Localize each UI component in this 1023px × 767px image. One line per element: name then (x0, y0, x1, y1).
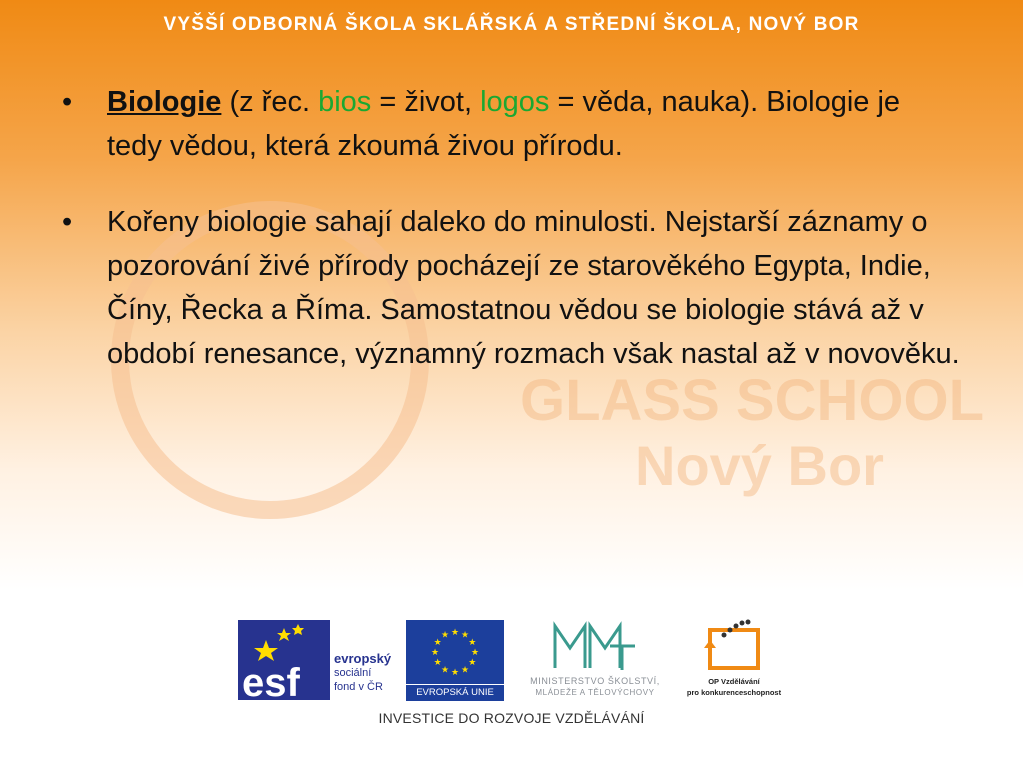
term-bios: bios (318, 86, 372, 118)
esf-line3: fond v ČR (334, 681, 383, 693)
eu-star-icon: ★ (430, 647, 440, 657)
eu-star-icon: ★ (433, 657, 442, 667)
eu-star-icon: ★ (440, 664, 450, 675)
op-mark-icon (678, 618, 790, 674)
slide-content (62, 80, 962, 408)
eu-caption: EVROPSKÁ UNIE (406, 684, 504, 701)
msmt-logo (510, 618, 680, 702)
eu-logo (406, 620, 504, 700)
text-part: = věda, nauka). Biologie je tedy vědou, která zkoumá živou přírodu. (107, 86, 901, 162)
eu-star-icon: ★ (433, 637, 442, 647)
esf-line2: sociální (334, 667, 372, 679)
footer-invest-text: INVESTICE DO ROZVOJE VZDĚLÁVÁNÍ (378, 710, 645, 726)
bullet-marker: • (62, 86, 73, 118)
esf-logo (238, 620, 404, 705)
eu-flag-icon (406, 620, 504, 684)
header-title: VYŠŠÍ ODBORNÁ ŠKOLA SKLÁŘSKÁ A STŘEDNÍ ŠKOLA, NOVÝ BOR (163, 14, 860, 35)
term-biologie: Biologie (107, 86, 222, 118)
esf-mark-text: esf (242, 661, 300, 705)
bullet-marker: • (62, 206, 73, 238)
text-part: (z řec. (221, 86, 319, 118)
bullet-item (62, 200, 962, 376)
eu-star-icon: ★ (440, 629, 450, 640)
eu-star-icon: ★ (460, 629, 470, 640)
text-part: = život, (371, 86, 481, 118)
esf-logo-mark (238, 620, 330, 705)
term-logos: logos (480, 86, 550, 118)
watermark-line2: Nový Bor (635, 434, 884, 497)
op-line1: OP Vzdělávání (708, 677, 760, 686)
msmt-mark-icon (510, 618, 680, 674)
esf-text (334, 652, 391, 694)
esf-line1: evropský (334, 651, 392, 666)
eu-star-icon: ★ (450, 667, 460, 677)
watermark-line1: GLASS SCHOOL (520, 368, 985, 433)
eu-star-icon: ★ (468, 637, 477, 647)
bullet-text: Kořeny biologie sahají daleko do minulosti. Nejstarší záznamy o pozorování živé přírody pocházejí ze starověkého Egypta, Indie, Číny, Řecka a Říma. Samostatnou vědou se biologie stává až v období renesance, významný rozmach však nastal až v novověku. (107, 206, 960, 370)
bullet-item (62, 80, 962, 168)
op-line2: pro konkurenceschopnost (686, 688, 782, 697)
bullet-text (107, 80, 962, 168)
eu-star-icon: ★ (468, 657, 477, 667)
op-logo (678, 618, 790, 702)
msmt-line1: MINISTERSTVO ŠKOLSTVÍ, (530, 676, 660, 686)
op-label (678, 676, 790, 698)
eu-star-icon: ★ (470, 647, 480, 657)
eu-star-icon: ★ (460, 664, 470, 675)
esf-stars-icon (238, 620, 330, 705)
msmt-line2: MLÁDEŽE A TĚLOVÝCHOVY (535, 688, 655, 697)
eu-star-icon: ★ (450, 627, 460, 637)
